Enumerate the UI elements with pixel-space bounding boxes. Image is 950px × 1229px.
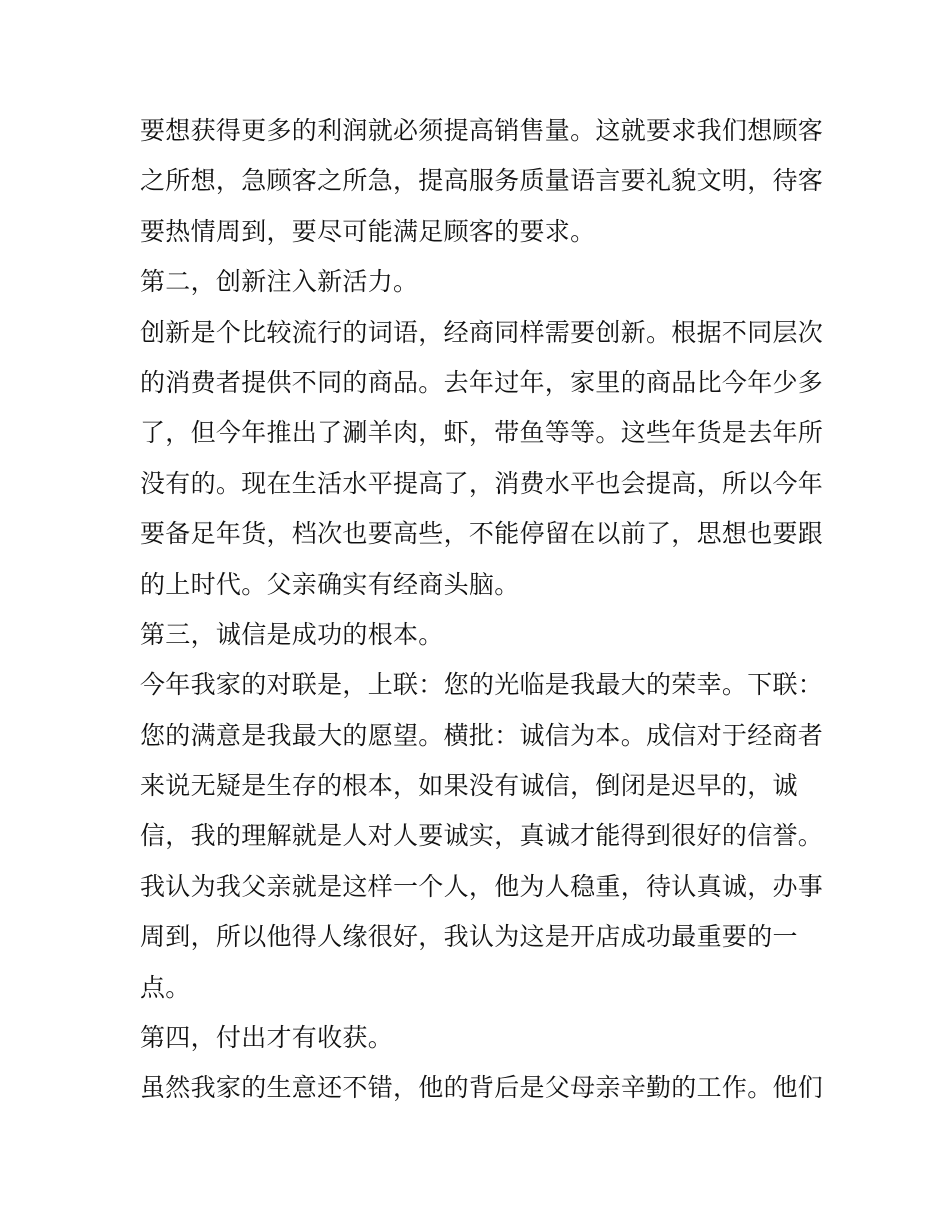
text-line: 没有的。现在生活水平提高了，消费水平也会提高，所以今年 <box>140 468 824 498</box>
text-line: 今年我家的对联是，上联：您的光临是我最大的荣幸。下联： <box>140 670 824 700</box>
text-line: 的上时代。父亲确实有经商头脑。 <box>140 569 520 599</box>
text-line: 周到，所以他得人缘很好，我认为这是开店成功最重要的一 <box>140 922 798 952</box>
text-line: 了，但今年推出了涮羊肉，虾，带鱼等等。这些年货是去年所 <box>140 418 824 448</box>
section-heading-2: 第二，创新注入新活力。 <box>140 267 419 297</box>
text-line: 之所想，急顾客之所急，提高服务质量语言要礼貌文明，待客 <box>140 166 824 196</box>
document-body <box>140 106 824 1114</box>
text-line: 要热情周到，要尽可能满足顾客的要求。 <box>140 216 596 246</box>
section-heading-4: 第四，付出才有收获。 <box>140 1023 394 1053</box>
text-line: 要备足年货，档次也要高些，不能停留在以前了，思想也要跟 <box>140 519 824 549</box>
section-heading-3: 第三，诚信是成功的根本。 <box>140 619 444 649</box>
text-line: 您的满意是我最大的愿望。横批：诚信为本。成信对于经商者 <box>140 720 824 750</box>
text-line: 我认为我父亲就是这样一个人，他为人稳重，待认真诚，办事 <box>140 871 824 901</box>
text-line: 创新是个比较流行的词语，经商同样需要创新。根据不同层次 <box>140 317 824 347</box>
text-line: 来说无疑是生存的根本，如果没有诚信，倒闭是迟早的，诚 <box>140 771 798 801</box>
text-line: 虽然我家的生意还不错，他的背后是父母亲辛勤的工作。他们 <box>140 1073 824 1103</box>
text-line: 要想获得更多的利润就必须提高销售量。这就要求我们想顾客 <box>140 116 824 145</box>
text-line: 点。 <box>140 972 191 1002</box>
text-line: 信，我的理解就是人对人要诚实，真诚才能得到很好的信誉。 <box>140 821 824 851</box>
text-line: 的消费者提供不同的商品。去年过年，家里的商品比今年少多 <box>140 367 824 397</box>
